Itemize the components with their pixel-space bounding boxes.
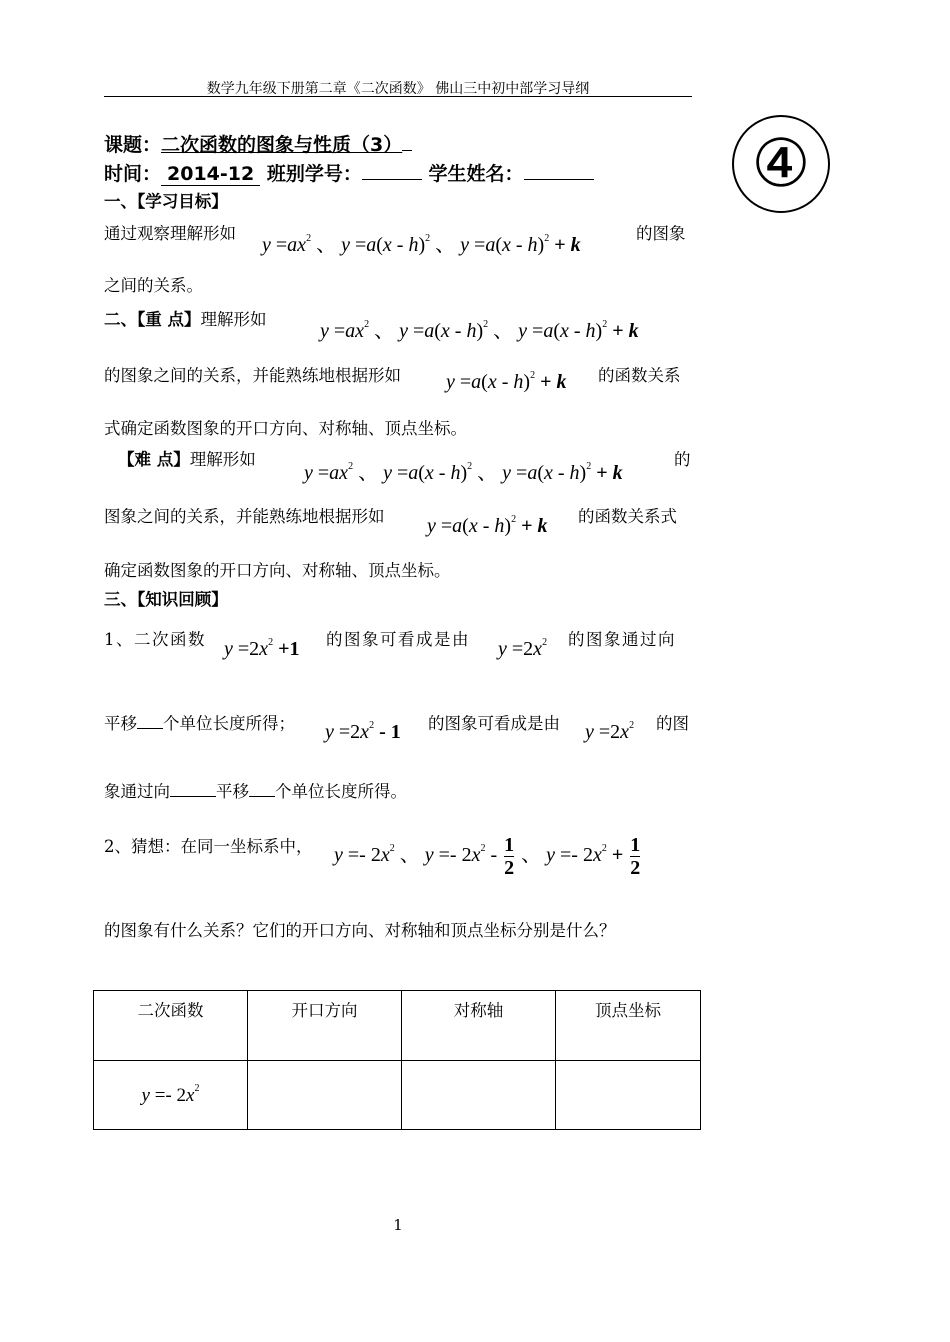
lesson-title <box>104 130 412 157</box>
circled-number-badge: ④ <box>732 115 830 213</box>
section1-intro: 通过观察理解形如 <box>104 224 236 243</box>
difficulty-heading: 【难 点】 <box>118 450 190 469</box>
section2-heading-line <box>104 306 267 330</box>
time-label: 时间： <box>104 163 162 185</box>
table-header-function: 二次函数 <box>94 991 248 1061</box>
table-cell-function: $y =- 2x^2$ <box>94 1061 248 1130</box>
q1-f: 的图象可看成是由 <box>428 714 560 733</box>
title-label: 课题： <box>104 134 162 156</box>
formula-group-2: $y =ax^2$ 、 y =a(x - h)$^2$ 、 y =a(x - h)$^2$ + k <box>320 319 639 342</box>
header-rule <box>104 96 692 97</box>
q1-i: 平移 <box>216 782 249 801</box>
section2-intro: 理解形如 <box>200 310 267 329</box>
section1-line2: 之间的关系。 <box>104 276 203 295</box>
table-header-row <box>94 991 701 1061</box>
section2-line2b: 的函数关系 <box>598 366 681 385</box>
time-value: 2014-12 <box>167 163 255 185</box>
fraction-half-1: $\frac{1}{2}$ <box>504 834 515 879</box>
q1-j: 个单位长度所得。 <box>275 782 407 801</box>
q1-line3 <box>104 778 407 802</box>
difficulty-intro: 理解形如 <box>189 450 256 469</box>
answer-table <box>93 990 701 1130</box>
q1-d: 平移 <box>104 714 137 733</box>
page-header: 数学九年级下册第二章《二次函数》 佛山三中初中部学习导纲 <box>206 81 590 97</box>
q1-line2 <box>104 710 295 734</box>
title-value: 二次函数的图象与性质（3） <box>161 134 403 156</box>
q1-c: 的图象通过向 <box>568 630 676 649</box>
section1-tail: 的图象 <box>636 224 686 243</box>
fraction-half-2: $\frac{1}{2}$ <box>630 834 641 879</box>
class-id-blank[interactable] <box>362 179 422 180</box>
section2-heading: 二、【重 点】 <box>104 310 201 329</box>
table-cell-vertex[interactable] <box>556 1061 701 1130</box>
table-header-vertex: 顶点坐标 <box>556 991 701 1061</box>
formula-group-3: $y =ax^2$ 、 y =a(x - h)$^2$ 、 y =a(x - h)$^2$ + k <box>304 461 623 484</box>
section1-heading: 一、【学习目标】 <box>104 192 228 211</box>
formula-group-1: $y =ax^2$ 、 y =a(x - h)$^2$ 、 y =a(x - h)$^2$ + k <box>262 233 581 256</box>
student-name-blank[interactable] <box>524 179 594 180</box>
difficulty-heading-line <box>118 446 256 470</box>
q2-b: 的图象有什么关系？它们的开口方向、对称轴和顶点坐标分别是什么？ <box>104 921 616 940</box>
formula-q1-3: $y =2x^2 - 1$ <box>325 720 401 743</box>
difficulty-line3: 确定函数图象的开口方向、对称轴、顶点坐标。 <box>104 561 451 580</box>
formula-q1-2: $y =2x^2$ <box>498 637 548 660</box>
q1-e: 个单位长度所得； <box>163 714 295 733</box>
table-cell-opening[interactable] <box>248 1061 402 1130</box>
q1-a: 1、二次函数 <box>104 630 206 649</box>
difficulty-tail: 的 <box>674 450 691 469</box>
table-cell-axis[interactable] <box>402 1061 556 1130</box>
formula-q1-1: $y =2x^2 +1$ <box>224 637 300 660</box>
q1-blank-1[interactable] <box>137 728 163 729</box>
table-row <box>94 1061 701 1130</box>
table-header-opening: 开口方向 <box>248 991 402 1061</box>
table-header-axis: 对称轴 <box>402 991 556 1061</box>
section3-heading: 三、【知识回顾】 <box>104 590 228 609</box>
q2-a: 2、猜想：在同一坐标系中， <box>104 837 313 856</box>
formula-vertex-1: y =a(x - h)$^2$ + k <box>446 370 567 393</box>
page-number: 1 <box>393 1216 403 1234</box>
section2-line2a: 的图象之间的关系，并能熟练地根据形如 <box>104 366 401 385</box>
q1-b: 的图象可看成是由 <box>326 630 470 649</box>
section2-line3: 式确定函数图象的开口方向、对称轴、顶点坐标。 <box>104 419 467 438</box>
class-id-label: 班别学号： <box>266 163 362 185</box>
q1-h: 象通过向 <box>104 782 170 801</box>
difficulty-line2a: 图象之间的关系，并能熟练地根据形如 <box>104 507 385 526</box>
q1-g: 的图 <box>656 714 689 733</box>
q1-blank-3[interactable] <box>249 796 275 797</box>
student-name-label: 学生姓名： <box>428 163 524 185</box>
q1-blank-2[interactable] <box>170 796 216 797</box>
difficulty-line2b: 的函数关系式 <box>578 507 677 526</box>
time-row <box>104 159 594 186</box>
formula-q1-4: $y =2x^2$ <box>585 720 635 743</box>
formula-q2: $y =- 2x^2$ 、 $y =- 2x^2$ - $\frac{1}{2}$ 、 $y =- 2x^2$ + $\frac{1}{2}$ <box>334 834 641 879</box>
formula-vertex-2: y =a(x - h)$^2$ + k <box>427 514 548 537</box>
